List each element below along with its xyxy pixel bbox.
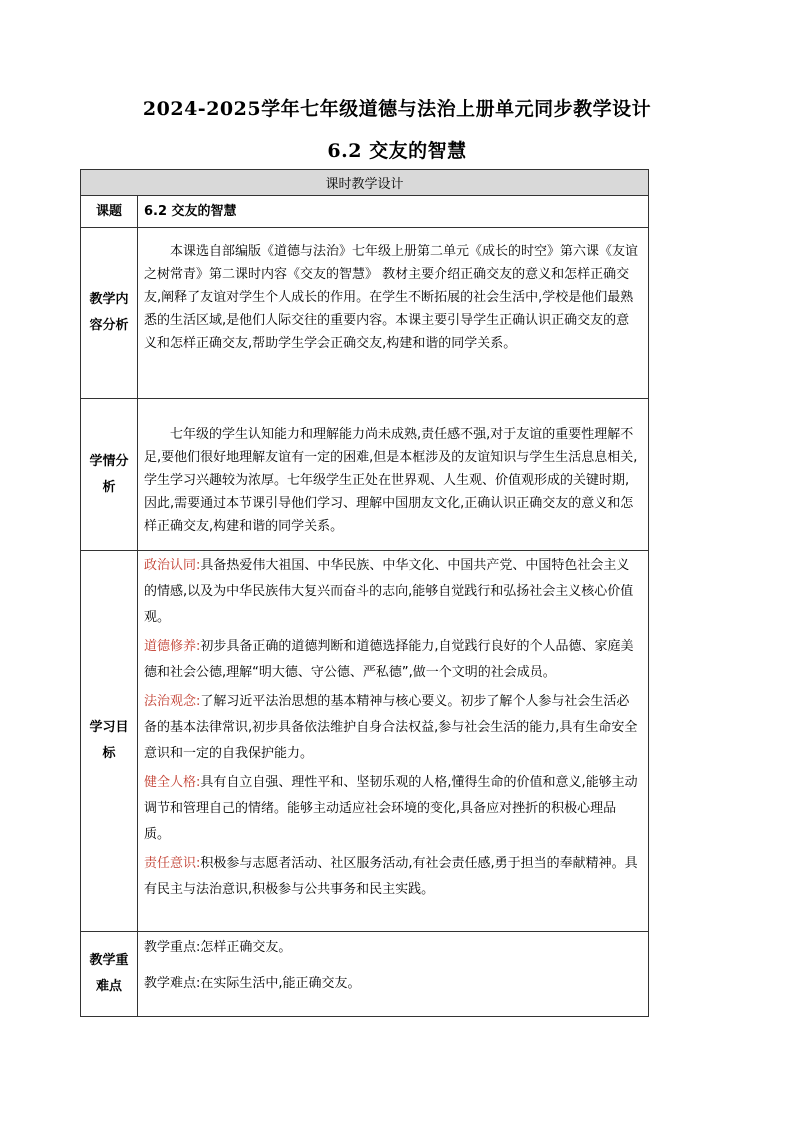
document-title: 2024-2025学年七年级道德与法治上册单元同步教学设计 — [142, 98, 652, 120]
content-analysis-text: 本课选自部编版《道德与法治》七年级上册第二单元《成长的时空》第六课《友谊之树常青》第二课时内容《交友的智慧》 教材主要介绍正确交友的意义和怎样正确交友,阐释了友谊对学生个人成长的作用。在学生不断拓展的社会生活中,学校是他们最熟悉的生活区域,是他们人际交往的重要内容。本课主要引导学生正确认识正确交友的意义和怎样正确交友,帮助学生学会正确交友,构建和谐的同学关系。 — [144, 244, 639, 351]
objective-item — [144, 634, 642, 686]
content-analysis-row — [81, 228, 649, 399]
student-analysis-text: 七年级的学生认知能力和理解能力尚未成熟,责任感不强,对于友谊的重要性理解不足,要他们很好地理解友谊有一定的困难,但是本框涉及的友谊知识与学生生活息息相关,学生学习兴趣较为浓厚。七年级学生正处在世界观、人生观、价值观形成的关键时期,因此,需要通过本节课引导他们学习、理解中国朋友文化,正确认识正确交友的意义和怎样正确交友,构建和谐的同学关系。 — [144, 427, 638, 534]
objective-item — [144, 770, 642, 848]
table-header-row — [81, 170, 649, 196]
objective-item — [144, 689, 642, 767]
objective-text: 了解习近平法治思想的基本精神与核心要义。初步了解个人参与社会生活必备的基本法律常识,初步具备依法维护自身合法权益,参与社会生活的能力,具有生命安全意识和一定的自我保护能力。 — [144, 694, 638, 761]
objective-text: 积极参与志愿者活动、社区服务活动,有社会责任感,勇于担当的奉献精神。具有民主与法治意识,积极参与公共事务和民主实践。 — [144, 856, 638, 897]
objective-item — [144, 553, 642, 631]
objective-text: 具有自立自强、理性平和、坚韧乐观的人格,懂得生命的价值和意义,能够主动调节和管理自己的情绪。能够主动适应社会环境的变化,具备应对挫折的积极心理品质。 — [144, 775, 638, 842]
content-analysis-label: 教学内容分析 — [81, 228, 138, 399]
student-analysis-label: 学情分析 — [81, 399, 138, 551]
objective-text: 具备热爱伟大祖国、中华民族、中华文化、中国共产党、中国特色社会主义的情感,以及为中华民族伟大复兴而奋斗的志向,能够自觉践行和弘扬社会主义核心价值观。 — [144, 558, 634, 625]
student-analysis-row — [81, 399, 649, 551]
objective-name: 健全人格: — [144, 775, 201, 790]
table-header: 课时教学设计 — [81, 170, 649, 196]
objective-name: 责任意识: — [144, 856, 201, 871]
objective-name: 政治认同: — [144, 558, 201, 573]
lesson-title: 6.2 交友的智慧 — [327, 140, 467, 162]
objectives-label: 学习目标 — [81, 551, 138, 932]
key-points-row — [81, 932, 649, 1017]
topic-label: 课题 — [81, 196, 138, 228]
objective-name: 道德修养: — [144, 639, 201, 654]
difficulty-text: 教学难点:在实际生活中,能正确交友。 — [144, 976, 361, 991]
key-point-text: 教学重点:怎样正确交友。 — [144, 940, 292, 955]
objective-text: 初步具备正确的道德判断和道德选择能力,自觉践行良好的个人品德、家庭美德和社会公德,理解“明大德、守公德、严私德”,做一个文明的社会成员。 — [144, 639, 634, 680]
key-points-label: 教学重难点 — [81, 932, 138, 1017]
topic-value: 6.2 交友的智慧 — [138, 196, 649, 228]
topic-row — [81, 196, 649, 228]
objective-name: 法治观念: — [144, 694, 201, 709]
objective-item — [144, 851, 642, 903]
lesson-design-table — [80, 169, 649, 1017]
objectives-row — [81, 551, 649, 932]
